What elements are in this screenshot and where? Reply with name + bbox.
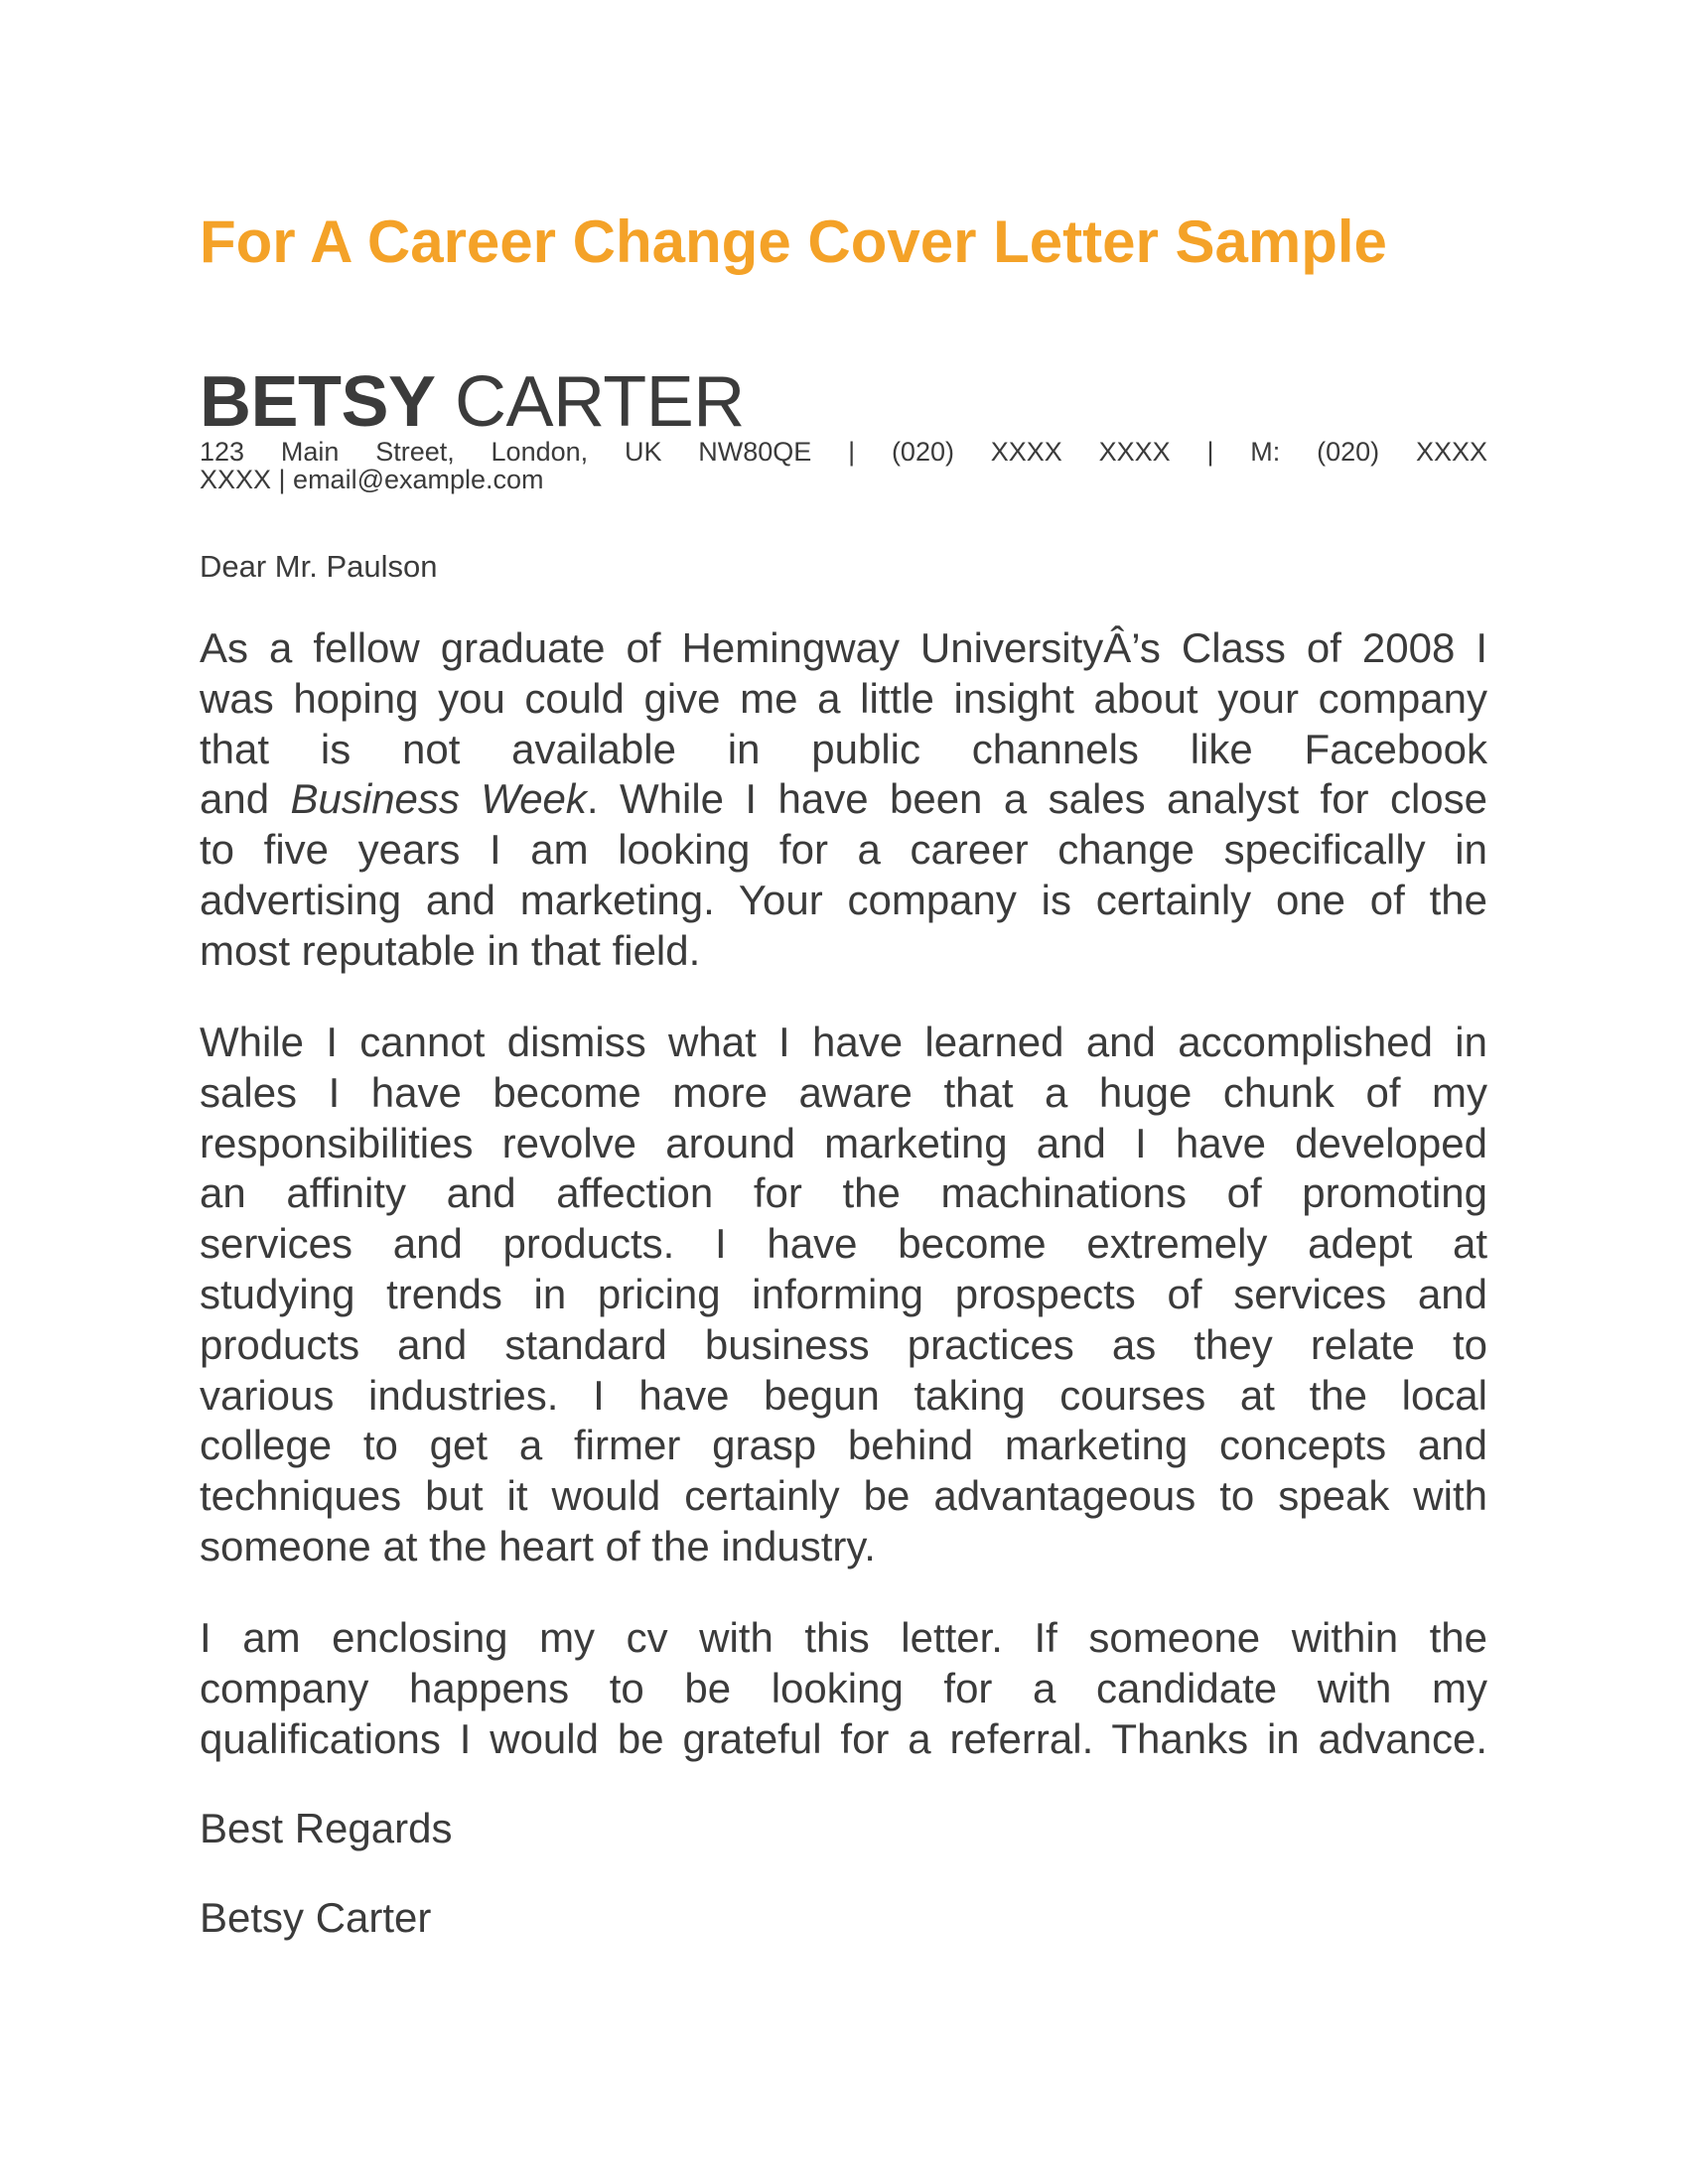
paragraph-line: qualifications I would be grateful for a referral. Thanks in advance.	[200, 1714, 1487, 1762]
paragraph-line: responsibilities revolve around marketing and I have developed	[200, 1119, 1487, 1166]
signature: Betsy Carter	[200, 1894, 432, 1941]
paragraph-line: As a fellow graduate of Hemingway UniversityÂ’s Class of 2008 I	[200, 624, 1487, 671]
salutation: Dear Mr. Paulson	[200, 549, 438, 584]
paragraph-line: I am enclosing my cv with this letter. If someone within the	[200, 1614, 1487, 1661]
publication-name: Business Week	[290, 775, 587, 823]
paragraph-line: college to get a firmer grasp behind marketing concepts and	[200, 1422, 1487, 1469]
paragraph-line: sales I have become more aware that a huge chunk of my	[200, 1068, 1487, 1116]
paragraph-line: products and standard business practices as they relate to	[200, 1320, 1487, 1368]
applicant-name	[200, 362, 1487, 442]
paragraph-line: While I cannot dismiss what I have learned and accomplished in	[200, 1019, 1487, 1065]
body-paragraph-2	[200, 1018, 1487, 1572]
paragraph-line	[200, 774, 1487, 825]
closing: Best Regards	[200, 1805, 453, 1851]
paragraph-line: was hoping you could give me a little insight about your company	[200, 674, 1487, 722]
paragraph-line: various industries. I have begun taking courses at the local	[200, 1371, 1487, 1419]
contact-line: 123 Main Street, London, UK NW80QE | (020) XXXX XXXX | M: (020) XXXX	[200, 437, 1487, 467]
contact-info	[200, 438, 1487, 493]
applicant-last-name: CARTER	[435, 362, 745, 442]
paragraph-line: someone at the heart of the industry.	[200, 1522, 876, 1570]
paragraph-line: services and products. I have become extremely adept at	[200, 1220, 1487, 1268]
paragraph-line: techniques but it would certainly be advantageous to speak with	[200, 1472, 1487, 1520]
body-paragraph-3	[200, 1613, 1487, 1764]
applicant-first-name: BETSY	[200, 362, 436, 442]
body-paragraph-1	[200, 623, 1487, 977]
line-text: and	[200, 775, 291, 823]
paragraph-line: advertising and marketing. Your company is certainly one of the	[200, 876, 1487, 923]
paragraph-line: most reputable in that field.	[200, 926, 701, 974]
line-text: . While I have been a sales analyst for close	[586, 775, 1487, 823]
paragraph-line: to five years I am looking for a career change specifically in	[200, 826, 1487, 874]
contact-line: XXXX | email@example.com	[200, 465, 544, 494]
paragraph-line: an affinity and affection for the machinations of promoting	[200, 1169, 1487, 1217]
paragraph-line: company happens to be looking for a candidate with my	[200, 1664, 1487, 1711]
paragraph-line: studying trends in pricing informing prospects of services and	[200, 1270, 1487, 1317]
paragraph-line: that is not available in public channels like Facebook	[200, 725, 1487, 772]
document-title: For A Career Change Cover Letter Sample	[200, 208, 1387, 275]
